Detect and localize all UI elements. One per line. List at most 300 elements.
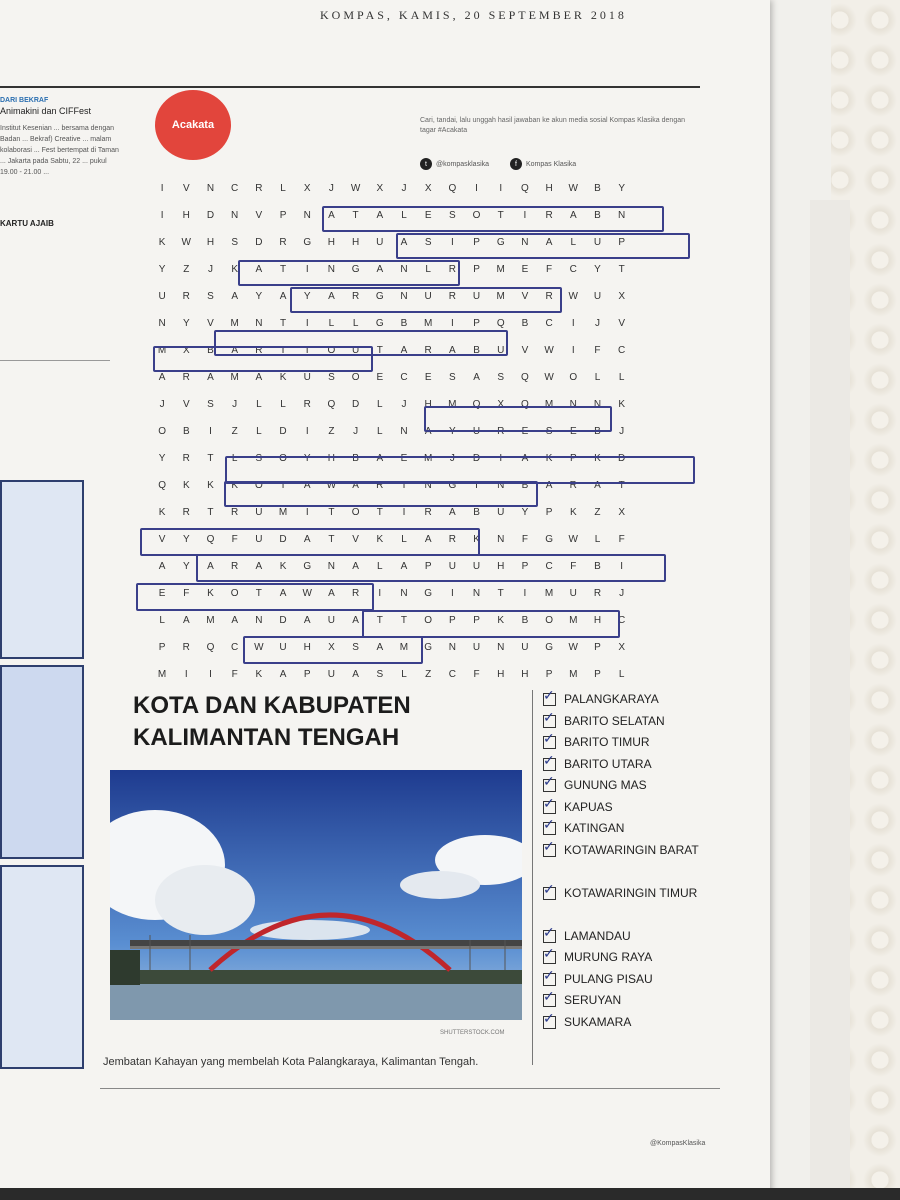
grid-letter: W <box>302 588 312 599</box>
word-list-item <box>543 821 723 843</box>
grid-letter: F <box>473 669 480 680</box>
grid-letter: M <box>278 507 288 518</box>
grid-letter: L <box>401 534 407 545</box>
grid-letter: I <box>499 183 503 194</box>
grid-letter: P <box>545 669 553 680</box>
grid-letter: U <box>472 642 481 653</box>
grid-letter: A <box>303 615 311 626</box>
grid-letter: C <box>618 345 626 356</box>
grid-letter: I <box>571 345 575 356</box>
grid-letter: R <box>351 291 360 302</box>
grid-letter: R <box>569 480 577 491</box>
grid-letter: T <box>304 345 311 356</box>
grid-letter: R <box>231 507 239 518</box>
grid-letter: R <box>448 264 456 275</box>
grid-letter: G <box>448 480 457 491</box>
grid-letter: W <box>568 183 578 194</box>
grid-letter: U <box>497 345 505 356</box>
grid-letter: W <box>350 183 361 194</box>
grid-letter: T <box>400 615 408 626</box>
checkmark-icon <box>543 973 556 986</box>
grid-letter: F <box>594 345 601 356</box>
grid-letter: A <box>303 534 311 545</box>
grid-letter: U <box>472 291 481 302</box>
grid-letter: A <box>207 372 214 383</box>
grid-letter: I <box>305 264 309 275</box>
grid-letter: S <box>424 237 432 248</box>
grid-letter: N <box>400 264 408 275</box>
grid-letter: W <box>544 372 554 383</box>
grid-letter: A <box>255 372 263 383</box>
grid-letter: P <box>545 507 553 518</box>
word-list-label: LAMANDAU <box>564 928 631 943</box>
twitter-handle: @kompasklasika <box>436 160 490 168</box>
grid-letter: I <box>209 669 212 680</box>
grid-letter: Y <box>618 183 625 194</box>
grid-letter: K <box>473 534 480 545</box>
footer-rule <box>100 1088 720 1089</box>
grid-letter: B <box>594 210 601 221</box>
grid-letter: B <box>594 561 601 572</box>
grid-letter: S <box>328 372 335 383</box>
grid-letter: Y <box>158 453 166 464</box>
grid-letter: A <box>424 426 432 437</box>
grid-letter: M <box>423 453 433 464</box>
grid-letter: R <box>255 345 263 356</box>
grid-letter: O <box>254 480 263 491</box>
grid-letter: F <box>546 264 553 275</box>
left-column <box>0 95 120 229</box>
grid-letter: K <box>279 372 287 383</box>
grid-letter: A <box>255 264 263 275</box>
grid-letter: M <box>206 615 215 626</box>
grid-letter: A <box>400 345 408 356</box>
grid-letter: R <box>545 291 553 302</box>
grid-letter: A <box>376 210 384 221</box>
grid-letter: N <box>448 642 456 653</box>
grid-letter: E <box>376 372 384 383</box>
grid-letter: L <box>594 534 601 545</box>
grid-letter: D <box>351 399 360 410</box>
grid-letter: M <box>157 669 167 680</box>
checkmark-icon <box>543 822 556 835</box>
left-body: Institut Kesenian ... bersama dengan Badan ... Bekraf) Creative ... malam kolaborasi ... Fest bertempat di Taman ... Jakarta pada Sabtu, 22 ... pukul 19.00 - 21.00 ... <box>0 125 119 176</box>
grid-letter: J <box>159 399 165 410</box>
grid-letter: A <box>255 561 263 572</box>
grid-letter: P <box>618 237 625 248</box>
facebook-handle: Kompas Klasika <box>526 160 577 168</box>
grid-letter: Y <box>255 291 263 302</box>
grid-letter: T <box>376 615 383 626</box>
grid-letter: R <box>448 534 456 545</box>
grid-letter: P <box>473 615 480 626</box>
grid-letter: B <box>473 345 480 356</box>
checkmark-icon <box>543 930 556 943</box>
grid-letter: A <box>569 210 577 221</box>
grid-letter: I <box>450 237 454 248</box>
grid-letter: G <box>545 642 553 653</box>
grid-letter: W <box>326 480 337 491</box>
answer-box <box>153 346 373 372</box>
grid-letter: Z <box>231 426 238 437</box>
answer-box <box>238 260 460 286</box>
grid-letter: N <box>569 399 577 410</box>
grid-letter: H <box>545 183 553 194</box>
grid-letter: L <box>159 615 165 626</box>
grid-letter: O <box>351 372 360 383</box>
comic-panel-2 <box>0 665 84 859</box>
grid-letter: M <box>230 318 239 329</box>
grid-letter: K <box>182 480 190 491</box>
grid-letter: R <box>231 561 239 572</box>
grid-letter: I <box>160 210 164 221</box>
grid-letter: Y <box>182 561 190 572</box>
title-line-2: KALIMANTAN TENGAH <box>133 724 400 751</box>
grid-letter: M <box>569 615 578 626</box>
grid-letter: N <box>472 588 481 599</box>
grid-letter: L <box>280 399 286 410</box>
grid-letter: B <box>594 426 601 437</box>
grid-letter: Q <box>496 318 505 329</box>
grid-letter: I <box>523 210 527 221</box>
grid-letter: U <box>593 291 602 302</box>
grid-letter: R <box>448 291 456 302</box>
grid-letter: I <box>571 318 575 329</box>
grid-letter: O <box>569 372 578 383</box>
grid-letter: J <box>207 264 213 275</box>
grid-letter: G <box>424 588 433 599</box>
facebook-icon: f <box>510 158 522 170</box>
word-list-item <box>543 1015 723 1037</box>
grid-letter: I <box>402 507 406 518</box>
grid-letter: D <box>618 453 626 464</box>
word-list-item <box>543 778 723 800</box>
answer-box <box>362 610 620 638</box>
grid-letter: N <box>400 291 408 302</box>
grid-letter: D <box>279 426 287 437</box>
grid-letter: A <box>521 453 529 464</box>
grid-letter: I <box>523 588 527 599</box>
grid-letter: A <box>279 669 287 680</box>
grid-letter: W <box>568 642 578 653</box>
grid-letter: L <box>401 210 407 221</box>
answer-box <box>396 233 690 259</box>
puzzle-intro: Cari, tandai, lalu unggah hasil jawaban ke akun media sosial Kompas Klasika dengan tagar #Acakata <box>420 117 685 134</box>
word-list-item <box>543 800 723 822</box>
grid-letter: N <box>497 642 505 653</box>
grid-letter: Y <box>521 507 529 518</box>
grid-letter: P <box>521 561 529 572</box>
grid-letter: N <box>424 480 432 491</box>
grid-letter: Q <box>472 399 481 410</box>
grid-letter: S <box>207 399 214 410</box>
grid-letter: H <box>593 615 602 626</box>
grid-letter: K <box>279 561 287 572</box>
grid-letter: K <box>594 453 601 464</box>
underlying-page-edge <box>810 200 850 1200</box>
grid-letter: D <box>206 210 215 221</box>
answer-box <box>424 406 612 432</box>
word-list-label: BARITO TIMUR <box>564 735 650 749</box>
word-list-item <box>543 843 723 886</box>
grid-letter: G <box>303 561 312 572</box>
grid-letter: A <box>424 534 432 545</box>
grid-letter: I <box>305 507 309 518</box>
grid-letter: L <box>377 426 383 437</box>
grid-letter: N <box>593 399 602 410</box>
grid-letter: Q <box>448 183 457 194</box>
grid-letter: C <box>545 318 553 329</box>
grid-letter: Y <box>449 426 456 437</box>
checkmark-icon <box>543 715 556 728</box>
word-list-label: BARITO SELATAN <box>564 713 665 728</box>
word-list-label: SERUYAN <box>564 993 622 1007</box>
grid-letter: K <box>618 399 625 410</box>
grid-letter: U <box>351 345 360 356</box>
grid-letter: L <box>280 183 286 194</box>
grid-letter: Y <box>303 453 311 464</box>
grid-letter: X <box>618 507 625 518</box>
grid-letter: N <box>618 210 626 221</box>
grid-letter: L <box>618 669 625 680</box>
grid-letter: I <box>475 183 478 194</box>
grid-letter: M <box>496 264 505 275</box>
grid-letter: R <box>424 345 432 356</box>
grid-letter: R <box>182 291 190 302</box>
grid-letter: X <box>618 642 625 653</box>
checkmark-icon <box>543 951 556 964</box>
grid-letter: A <box>473 372 480 383</box>
grid-letter: S <box>255 453 263 464</box>
grid-letter: S <box>497 372 505 383</box>
grid-letter: L <box>594 372 601 383</box>
grid-letter: C <box>400 372 408 383</box>
grid-letter: T <box>618 264 625 275</box>
grid-letter: I <box>305 318 309 329</box>
word-list-label: GUNUNG MAS <box>564 778 647 792</box>
grid-letter: P <box>424 561 432 572</box>
grid-letter: S <box>207 291 214 302</box>
grid-letter: L <box>401 669 407 680</box>
grid-letter: N <box>303 210 311 221</box>
grid-letter: F <box>570 561 577 572</box>
grid-letter: H <box>497 561 505 572</box>
grid-letter: L <box>377 561 383 572</box>
grid-letter: P <box>279 210 287 221</box>
grid-letter: H <box>303 642 311 653</box>
grid-letter: N <box>255 615 263 626</box>
grid-letter: T <box>618 480 625 491</box>
grid-letter: N <box>255 318 263 329</box>
grid-letter: V <box>521 345 529 356</box>
word-list-label: SUKAMARA <box>564 1014 632 1029</box>
grid-letter: H <box>497 669 505 680</box>
grid-letter: C <box>231 642 239 653</box>
grid-letter: A <box>376 453 384 464</box>
grid-letter: T <box>279 318 287 329</box>
grid-letter: V <box>352 534 359 545</box>
grid-letter: Q <box>521 183 529 194</box>
grid-letter: S <box>376 669 384 680</box>
grid-letter: E <box>521 264 529 275</box>
grid-letter: O <box>351 507 360 518</box>
grid-letter: N <box>327 561 336 572</box>
grid-letter: I <box>160 183 164 194</box>
grid-letter: E <box>424 372 432 383</box>
grid-letter: I <box>620 561 624 572</box>
grid-letter: U <box>303 372 311 383</box>
grid-letter: R <box>351 588 360 599</box>
grid-letter: P <box>449 615 456 626</box>
grid-letter: P <box>473 237 480 248</box>
grid-letter: Y <box>158 264 166 275</box>
grid-letter: I <box>475 480 478 491</box>
grid-letter: U <box>158 291 166 302</box>
grid-letter: K <box>158 507 166 518</box>
checkmark-icon <box>543 1016 556 1029</box>
grid-letter: X <box>424 183 432 194</box>
checkmark-icon <box>543 736 556 749</box>
word-list-item <box>543 950 723 972</box>
grid-letter: T <box>497 210 504 221</box>
grid-letter: N <box>231 210 239 221</box>
left-heading: DARI BEKRAF <box>0 97 49 104</box>
answer-box <box>322 206 664 232</box>
grid-letter: Z <box>183 264 190 275</box>
grid-letter: A <box>352 615 359 626</box>
grid-letter: A <box>376 264 384 275</box>
grid-letter: G <box>303 237 312 248</box>
grid-letter: J <box>594 318 600 329</box>
grid-letter: G <box>496 237 505 248</box>
word-list-item <box>543 886 723 929</box>
grid-letter: M <box>157 345 167 356</box>
grid-letter: O <box>158 426 166 437</box>
grid-letter: O <box>545 615 553 626</box>
grid-letter: C <box>618 615 626 626</box>
left-subheading: Animakini dan CIFFest <box>0 106 92 116</box>
grid-letter: S <box>449 210 456 221</box>
grid-letter: M <box>230 372 239 383</box>
grid-letter: B <box>182 426 190 437</box>
grid-letter: M <box>399 642 409 653</box>
grid-letter: C <box>545 561 553 572</box>
grid-letter: P <box>158 642 166 653</box>
grid-letter: W <box>544 345 554 356</box>
grid-letter: F <box>521 534 528 545</box>
grid-letter: F <box>231 534 238 545</box>
grid-letter: T <box>279 264 287 275</box>
grid-letter: N <box>400 426 408 437</box>
twitter-link <box>420 158 489 170</box>
grid-letter: L <box>231 453 238 464</box>
word-list-label: KOTAWARINGIN BARAT <box>564 842 699 857</box>
grid-letter: A <box>303 480 311 491</box>
grid-letter: T <box>207 453 214 464</box>
grid-letter: T <box>328 507 335 518</box>
word-list-label: KAPUAS <box>564 799 613 814</box>
grid-letter: U <box>593 237 602 248</box>
grid-letter: A <box>545 237 553 248</box>
grid-letter: B <box>400 318 408 329</box>
article-title <box>133 690 411 754</box>
grid-letter: A <box>352 669 359 680</box>
grid-letter: Q <box>521 399 529 410</box>
grid-letter: A <box>328 291 335 302</box>
grid-letter: L <box>328 318 335 329</box>
grid-letter: I <box>499 453 503 464</box>
grid-letter: B <box>594 183 601 194</box>
grid-letter: A <box>231 291 238 302</box>
comic-panel-3 <box>0 865 84 1069</box>
checkmark-icon <box>543 758 556 771</box>
word-list-item <box>543 993 723 1015</box>
grid-letter: C <box>569 264 577 275</box>
grid-letter: D <box>472 453 481 464</box>
grid-letter: X <box>497 399 505 410</box>
word-list-item <box>543 972 723 994</box>
grid-letter: H <box>182 210 190 221</box>
grid-letter: E <box>424 210 432 221</box>
word-list-label: PALANGKARAYA <box>564 692 659 706</box>
grid-letter: U <box>255 534 263 545</box>
grid-letter: W <box>254 642 264 653</box>
grid-letter: U <box>472 426 481 437</box>
grid-letter: K <box>158 237 166 248</box>
grid-letter: N <box>497 534 505 545</box>
grid-letter: O <box>472 210 481 221</box>
grid-letter: W <box>181 237 191 248</box>
grid-letter: A <box>279 291 287 302</box>
grid-letter: X <box>328 642 335 653</box>
grid-letter: R <box>376 480 384 491</box>
answer-box <box>224 481 538 507</box>
grid-letter: P <box>303 669 311 680</box>
grid-letter: Y <box>182 534 190 545</box>
grid-letter: D <box>279 534 287 545</box>
word-list-item <box>543 735 723 757</box>
grid-letter: V <box>158 534 166 545</box>
grid-letter: U <box>569 588 577 599</box>
photo-credit: SHUTTERSTOCK.COM <box>440 1030 505 1036</box>
grid-letter: R <box>182 453 190 464</box>
grid-letter: O <box>424 615 433 626</box>
grid-letter: A <box>449 345 456 356</box>
word-list-label: BARITO UTARA <box>564 756 652 771</box>
grid-letter: X <box>376 183 384 194</box>
page-header: KOMPAS, KAMIS, 20 SEPTEMBER 2018 <box>320 8 627 22</box>
grid-letter: A <box>231 615 238 626</box>
grid-letter: I <box>184 669 188 680</box>
grid-letter: L <box>618 372 625 383</box>
grid-letter: M <box>423 318 433 329</box>
grid-letter: O <box>279 453 287 464</box>
grid-letter: L <box>425 264 431 275</box>
grid-letter: G <box>545 534 553 545</box>
grid-letter: A <box>231 345 238 356</box>
grid-letter: Z <box>328 426 335 437</box>
grid-letter: A <box>376 642 384 653</box>
grid-letter: Q <box>521 372 529 383</box>
grid-letter: X <box>618 291 625 302</box>
word-list-item <box>543 757 723 779</box>
grid-letter: A <box>400 561 408 572</box>
grid-letter: C <box>448 669 456 680</box>
grid-letter: I <box>450 588 454 599</box>
grid-letter: U <box>497 507 505 518</box>
grid-letter: F <box>231 669 238 680</box>
grid-letter: L <box>570 237 577 248</box>
